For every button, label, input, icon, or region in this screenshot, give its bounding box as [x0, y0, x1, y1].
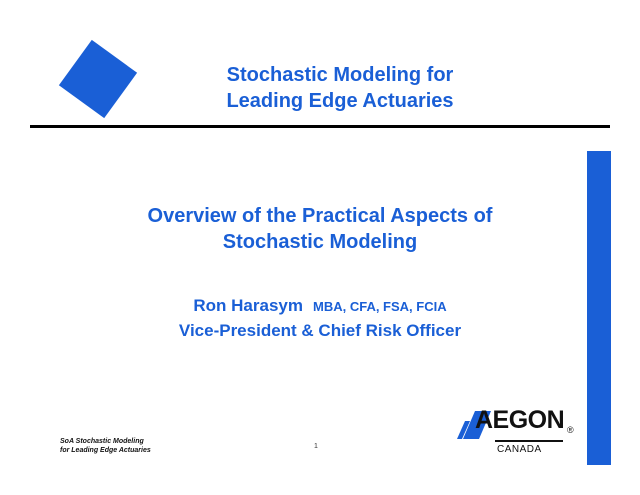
- logo-wordmark: AEGON: [475, 406, 565, 434]
- footer-line1: SoA Stochastic Modeling: [60, 438, 144, 445]
- page-number: 1: [314, 443, 318, 450]
- deck-title-line1: Stochastic Modeling for: [226, 64, 454, 86]
- presenter-name: Ron Harasym: [193, 296, 303, 315]
- decorative-diamond: [59, 40, 137, 118]
- registered-mark: ®: [567, 425, 574, 435]
- decorative-side-bar: [587, 151, 611, 465]
- logo-underline: [495, 440, 563, 442]
- presenter-name-line: [60, 294, 580, 319]
- deck-title: [150, 62, 530, 114]
- logo-country: CANADA: [497, 444, 542, 455]
- footer-line2: for Leading Edge Actuaries: [60, 447, 151, 454]
- header-divider: [30, 125, 610, 128]
- slide-title-line1: Overview of the Practical Aspects of: [147, 205, 493, 227]
- deck-title-line2: Leading Edge Actuaries: [226, 90, 454, 112]
- presenter-block: [60, 294, 580, 343]
- presenter-role: Vice-President & Chief Risk Officer: [178, 321, 462, 340]
- slide-title-line2: Stochastic Modeling: [222, 231, 418, 253]
- aegon-logo: [455, 405, 580, 457]
- footer-text: [60, 437, 151, 455]
- slide-title: [60, 203, 580, 255]
- presenter-credentials: MBA, CFA, FSA, FCIA: [313, 299, 447, 314]
